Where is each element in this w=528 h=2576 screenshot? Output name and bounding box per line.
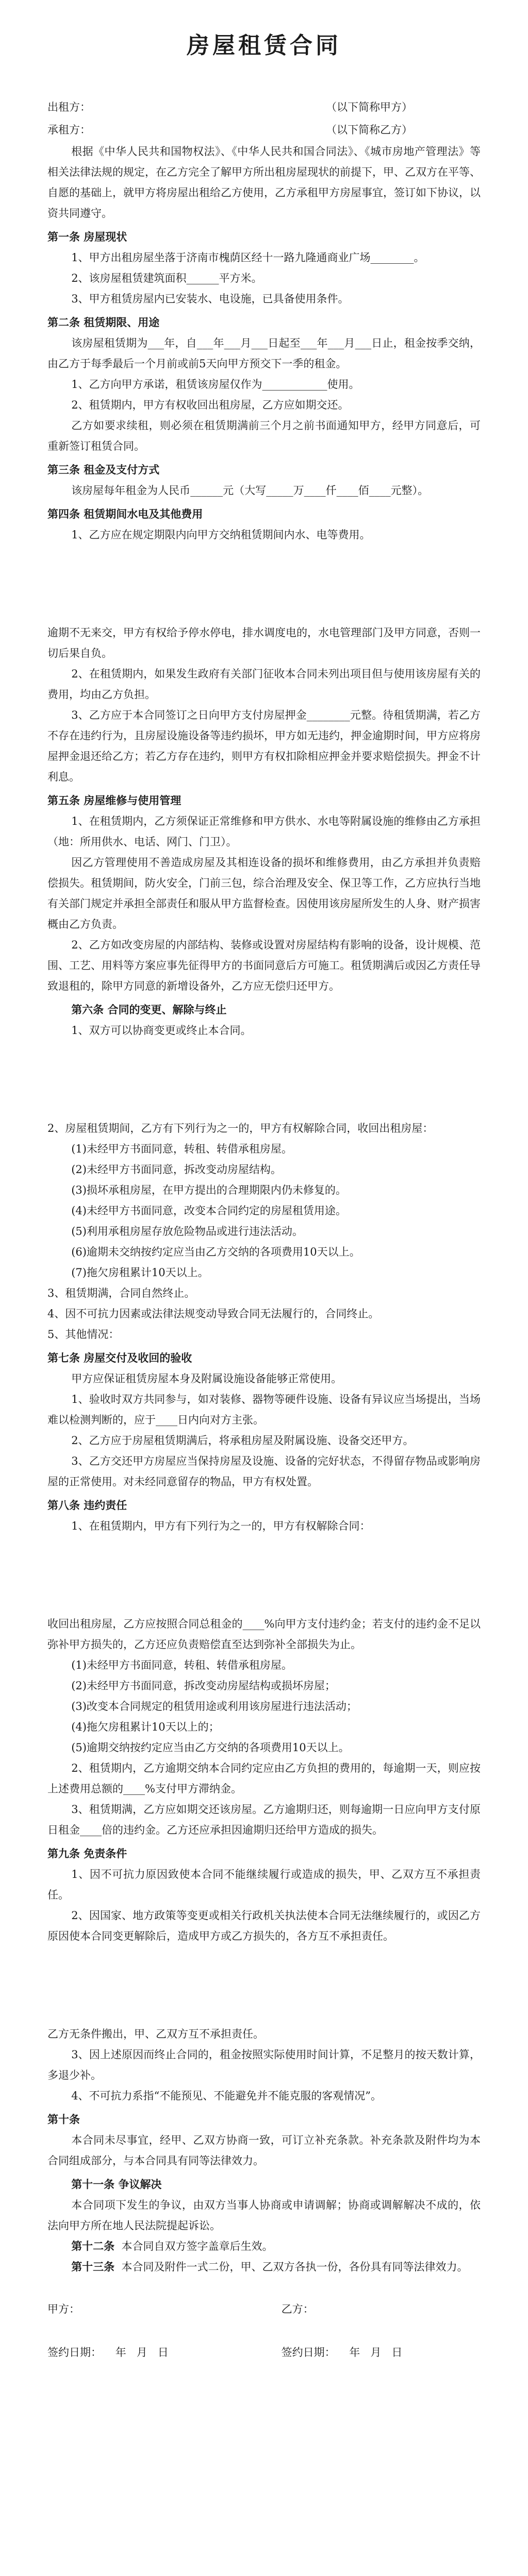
section-3-title: 第三条 租金及支付方式 (47, 463, 160, 476)
section-4-para-2: 逾期不无来交，甲方有权给予停水停电，排水调度电的，水电管理部门及甲方同意，否则一切后果自负。 (47, 626, 481, 659)
section-4-item-3: 3、乙方应于本合同签订之日向甲方支付房屋押金________元整。待租赁期满，若乙方不存在违约行为，且房屋设施设备等违约损坏，甲方如无违约，押金逾期时间，甲方应将房屋押金退还给乙方；若乙方存在违约，则甲方有权扣除相应押金并要求赔偿损失。押金不计利息。 (47, 709, 481, 783)
party-a-sign-date: 签约日期： 年 月 日 (47, 2346, 169, 2359)
section-5-item-1: 1、在租赁期内，乙方须保证正常维修和甲方供水、水电等附属设施的维修由乙方承担（地：所用供水、电话、网门、门卫）。 (47, 815, 481, 848)
section-6-item-2: 2、房屋租赁期间，乙方有下列行为之一的，甲方有权解除合同，收回出租房屋： (47, 1122, 434, 1134)
party-a-line (47, 96, 481, 118)
section-7-item-2: 2、乙方应于房屋租赁期满后，将承租房屋及附属设施、设备交还甲方。 (71, 1434, 414, 1447)
section-6-item-4: 4、因不可抗力因素或法律法规变动导致合同无法履行的，合同终止。 (47, 1308, 380, 1320)
blank-gap (47, 545, 481, 622)
section-7-title: 第七条 房屋交付及收回的验收 (47, 1351, 192, 1364)
section-8-para-2: 收回出租房屋，乙方应按照合同总租金的____%向甲方支付违约金；若支付的违约金不足以弥补甲方损失的，乙方还应负责赔偿直至达到弥补全部损失为止。 (47, 1618, 481, 1651)
section-8-title: 第八条 违约责任 (47, 1499, 127, 1512)
section-10-title: 第十条 (47, 2113, 80, 2126)
intro-paragraph: 根据《中华人民共和国物权法》、《中华人民共和国合同法》、《城市房地产管理法》等相关法律法规的规定，在乙方完全了解甲方所出租房屋现状的前提下，甲、乙双方在平等、自愿的基础上，就甲方将房屋出租给乙方使用，乙方承租甲方房屋事宜，签订如下协议，以资共同遵守。 (47, 145, 481, 219)
section-1-item-3: 3、甲方租赁房屋内已安装水、电设施，已具备使用条件。 (71, 293, 349, 305)
section-2-title: 第二条 租赁期限、用途 (47, 316, 160, 329)
list-item: (2)未经甲方书面同意，拆改变动房屋结构或损坏房屋； (71, 1680, 336, 1692)
section-11-para-1: 本合同项下发生的争议，由双方当事人协商或申请调解；协商或调解解决不成的，依法向甲方所在地人民法院提起诉讼。 (47, 2199, 481, 2232)
blank-gap (47, 1946, 481, 2024)
section-2-para-1: 该房屋租赁期为___年，自___年___月___日起至___年___月___日止，租金按季交纳，由乙方于每季最后一个月前或前5天向甲方预交下一季的租金。 (47, 337, 481, 370)
section-5-item-2: 2、乙方如改变房屋的内部结构、装修或设置对房屋结构有影响的设备，设计规模、范围、工艺、用料等方案应事先征得甲方的书面同意后方可施工。租赁期满后或因乙方责任导致退租的，除甲方同意的新增设备外，乙方应无偿归还甲方。 (47, 939, 481, 992)
section-1-item-2: 2、该房屋租赁建筑面积______平方米。 (71, 272, 262, 284)
section-9-item-1: 1、因不可抗力原因致使本合同不能继续履行或造成的损失，甲、乙双方互不承担责任。 (47, 1868, 481, 1901)
section-2-item-2: 2、租赁期内，甲方有权收回出租房屋，乙方应如期交还。 (71, 399, 349, 411)
section-8-item-2: 2、租赁期内，乙方逾期交纳本合同约定应由乙方负担的费用的，每逾期一天，则应按上述费用总额的____%支付甲方滞纳金。 (47, 1762, 481, 1795)
party-a-signature: 甲方： (47, 2303, 80, 2315)
section-7-item-1: 1、验收时双方共同参与，如对装修、器物等硬件设施、设备有异议应当场提出，当场难以检测判断的，应于____日内向对方主张。 (47, 1393, 481, 1426)
section-6-title: 第六条 合同的变更、解除与终止 (71, 1003, 227, 1016)
section-8-item-1: 1、在租赁期内，甲方有下列行为之一的，甲方有权解除合同： (71, 1520, 371, 1532)
party-b-alias: （以下简称乙方） (326, 124, 412, 136)
party-b-signature: 乙方： (281, 2303, 314, 2315)
section-13-title: 第十三条 (71, 2260, 115, 2273)
section-6-item-3: 3、租赁期满，合同自然终止。 (47, 1287, 195, 1299)
section-1-item-1: 1、甲方出租房屋坐落于济南市槐荫区经十一路九隆通商业广场________。 (71, 251, 425, 264)
section-3-para-1: 该房屋每年租金为人民币______元（大写_____万____仟____佰____元整）。 (71, 484, 429, 497)
list-item: (1)未经甲方书面同意，转租、转借承租房屋。 (71, 1143, 292, 1155)
section-10-para-1: 本合同未尽事宜，经甲、乙双方协商一致，可订立补充条款。补充条款及附件均为本合同组成部分，与本合同具有同等法律效力。 (47, 2134, 481, 2167)
section-12-text: 本合同自双方签字盖章后生效。 (121, 2240, 273, 2252)
section-6-item-5: 5、其他情况： (47, 1328, 120, 1341)
section-1-title: 第一条 房屋现状 (47, 230, 127, 243)
section-11-title: 第十一条 争议解决 (71, 2178, 162, 2191)
list-item: (3)损坏承租房屋，在甲方提出的合理期限内仍未修复的。 (71, 1184, 346, 1196)
contract-body (47, 27, 481, 2364)
signature-dates (47, 2341, 481, 2364)
section-5-title: 第五条 房屋维修与使用管理 (47, 794, 182, 807)
section-13-line (47, 2257, 481, 2277)
blank-gap (47, 1041, 481, 1118)
section-9-para-3: 乙方无条件搬出，甲、乙双方互不承担责任。 (47, 2028, 264, 2040)
list-item: (1)未经甲方书面同意，转租、转借承租房屋。 (71, 1659, 292, 1671)
party-a-label: 出租方： (47, 101, 91, 113)
list-item: (5)利用承租房屋存放危险物品或进行违法活动。 (71, 1225, 303, 1238)
section-6-item-1: 1、双方可以协商变更或终止本合同。 (71, 1024, 252, 1037)
list-item: (3)改变本合同规定的租赁用途或利用该房屋进行违法活动； (71, 1700, 357, 1713)
section-7-item-3: 3、乙方交还甲方房屋应当保持房屋及设施、设备的完好状态，不得留存物品或影响房屋的正常使用。对未经同意留存的物品，甲方有权处置。 (47, 1455, 481, 1488)
section-2-item-1: 1、乙方向甲方承诺，租赁该房屋仅作为____________使用。 (71, 378, 360, 391)
section-5-para-2: 因乙方管理使用不善造成房屋及其相连设备的损坏和维修费用，由乙方承担并负责赔偿损失。租赁期间，防火安全，门前三包，综合治理及安全、保卫等工作，乙方应执行当地有关部门规定并承担全部责任和服从甲方监督检查。因使用该房屋所发生的人身、财产损害概由乙方负责。 (47, 856, 481, 930)
list-item: (4)拖欠房租累计10天以上的； (71, 1721, 220, 1733)
party-b-sign-date: 签约日期： 年 月 日 (281, 2346, 403, 2359)
section-4-title: 第四条 租赁期间水电及其他费用 (47, 507, 203, 520)
section-4-item-1: 1、乙方应在规定期限内向甲方交纳租赁期间内水、电等费用。 (71, 529, 371, 541)
section-2-para-2: 乙方如要求续租，则必须在租赁期满前三个月之前书面通知甲方，经甲方同意后，可重新签订租赁合同。 (47, 419, 481, 452)
section-7-para-1: 甲方应保证租赁房屋本身及附属设施设备能够正常使用。 (71, 1372, 342, 1385)
section-13-text: 本合同及附件一式二份，甲、乙双方各执一份，各份具有同等法律效力。 (121, 2261, 468, 2273)
party-b-label: 承租方： (47, 124, 91, 136)
list-item: (7)拖欠房租累计10天以上。 (71, 1266, 209, 1279)
section-9-item-3: 3、因上述原因而终止合同的，租金按照实际使用时间计算，不足整月的按天数计算，多退少补。 (47, 2048, 481, 2081)
list-item: (5)逾期交纳按约定应当由乙方交纳的各项费用10天以上。 (71, 1741, 350, 1754)
section-12-title: 第十二条 (71, 2240, 115, 2252)
section-9-item-2: 2、因国家、地方政策等变更或相关行政机关执法使本合同无法继续履行的，或因乙方原因使本合同变更解除后，造成甲方或乙方损失的，各方互不承担责任。 (47, 1909, 481, 1942)
party-b-line (47, 118, 481, 141)
list-item: (4)未经甲方书面同意，改变本合同约定的房屋租赁用途。 (71, 1205, 346, 1217)
list-item: (2)未经甲方书面同意，拆改变动房屋结构。 (71, 1163, 282, 1176)
signature-block (47, 2298, 481, 2320)
party-a-alias: （以下简称甲方） (326, 101, 412, 113)
document-title: 房屋租赁合同 (187, 32, 341, 59)
list-item: (6)逾期未交纳按约定应当由乙方交纳的各项费用10天以上。 (71, 1246, 360, 1258)
section-9-item-4: 4、不可抗力系指“不能预见、不能避免并不能克服的客观情况”。 (71, 2090, 382, 2102)
section-12-line (47, 2236, 481, 2257)
blank-gap (47, 1536, 481, 1614)
section-8-item-3: 3、租赁期满，乙方应如期交还该房屋。乙方逾期归还，则每逾期一日应向甲方支付原日租金____倍的违约金。乙方还应承担因逾期归还给甲方造成的损失。 (47, 1803, 481, 1836)
section-4-item-2: 2、在租赁期内，如果发生政府有关部门征收本合同未列出项目但与使用该房屋有关的费用，均由乙方负担。 (47, 668, 481, 701)
section-9-title: 第九条 免责条件 (47, 1847, 127, 1860)
